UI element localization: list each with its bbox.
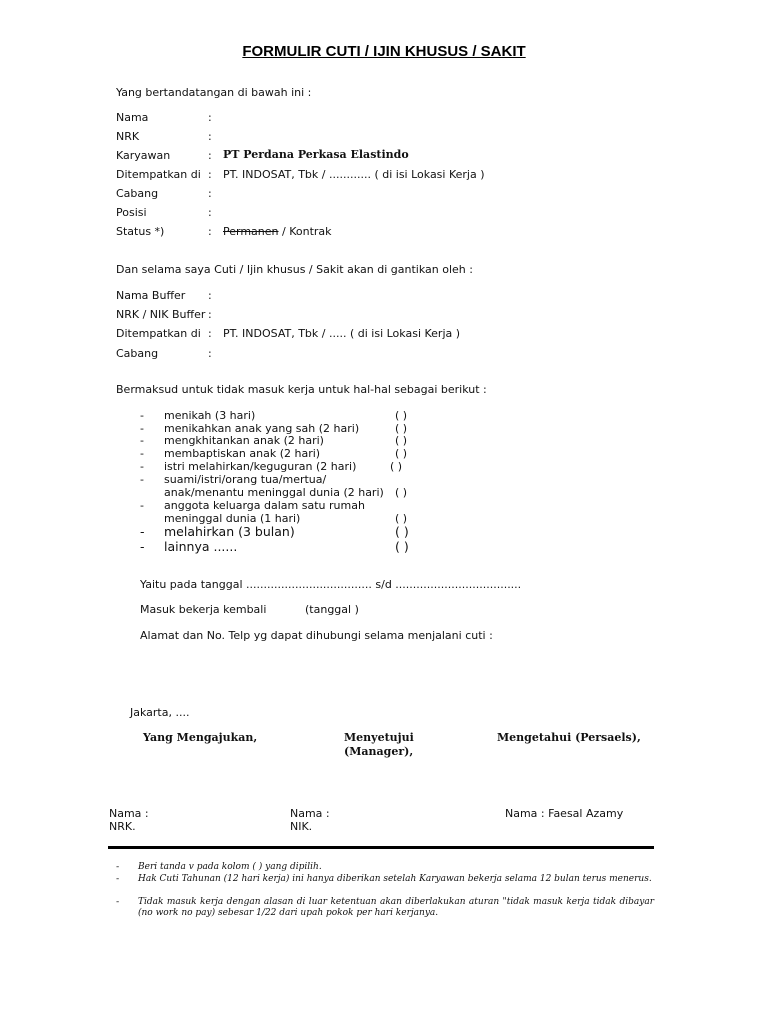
signer-approver-role: (Manager), <box>344 745 414 758</box>
intro-text: Yang bertandatangan di bawah ini : <box>116 86 312 99</box>
signer-applicant: Yang Mengajukan, <box>143 731 258 744</box>
reason-keluarga-meninggal-cont: anak/menantu meninggal dunia (2 hari) <box>164 486 384 499</box>
note-dash: - <box>116 897 120 907</box>
reason-checkbox[interactable]: ( ) <box>395 512 408 525</box>
replacement-intro: Dan selama saya Cuti / Ijin khusus / Sakit akan di gantikan oleh : <box>116 263 473 276</box>
reason-checkbox[interactable]: ( ) <box>395 524 409 539</box>
divider-rule <box>108 846 654 849</box>
signer-approver: Menyetujui <box>344 731 414 744</box>
field-colon: : <box>208 308 212 321</box>
reason-checkbox[interactable]: ( ) <box>395 409 408 422</box>
signer-acknowledger: Mengetahui (Persaels), <box>497 731 641 744</box>
reason-mengkhitankan-anak: mengkhitankan anak (2 hari) <box>164 434 324 447</box>
reason-menikah: menikah (3 hari) <box>164 409 256 422</box>
status-permanen-struck: Permanen <box>223 225 279 238</box>
reason-dash: - <box>140 499 144 512</box>
leave-date-range: Yaitu pada tanggal .................................... s/d .................................... <box>140 578 522 591</box>
field-label-nama: Nama <box>116 111 149 124</box>
approver-nik: NIK. <box>290 820 313 833</box>
reason-keluarga-meninggal: suami/istri/orang tua/mertua/ <box>164 473 327 486</box>
acknowledger-name: Nama : Faesal Azamy <box>505 807 624 820</box>
note-no-work-no-pay: Tidak masuk kerja dengan alasan di luar ketentuan akan diberlakukan aturan "tidak masuk kerja tidak dibayar (no work no pay) sebesar 1/22 dari upah pokok per hari kerjanya. <box>138 897 654 918</box>
field-label-posisi: Posisi <box>116 206 147 219</box>
note-dash: - <box>116 862 120 872</box>
field-label-nrk: NRK <box>116 130 140 143</box>
reason-dash: - <box>140 447 144 460</box>
field-colon: : <box>208 225 212 238</box>
applicant-nrk: NRK. <box>109 820 136 833</box>
field-label-status: Status *) <box>116 225 165 238</box>
field-label-ditempatkan-buffer: Ditempatkan di <box>116 327 201 340</box>
reason-melahirkan: melahirkan (3 bulan) <box>164 524 295 539</box>
status-kontrak: / Kontrak <box>278 225 332 238</box>
note-checkbox-instruction: Beri tanda v pada kolom ( ) yang dipilih. <box>138 862 322 872</box>
field-label-cabang: Cabang <box>116 187 159 200</box>
address-label: Alamat dan No. Telp yg dapat dihubungi selama menjalani cuti : <box>140 629 493 642</box>
reason-anggota-keluarga: anggota keluarga dalam satu rumah <box>164 499 365 512</box>
reason-dash: - <box>140 434 144 447</box>
reason-lainnya: lainnya ...... <box>164 539 238 554</box>
reason-checkbox[interactable]: ( ) <box>395 434 408 447</box>
applicant-name: Nama : <box>109 807 149 820</box>
place-date: Jakarta, .... <box>130 706 190 719</box>
reason-checkbox[interactable]: ( ) <box>390 460 403 473</box>
reason-dash: - <box>140 409 144 422</box>
reason-anggota-keluarga-cont: meninggal dunia (1 hari) <box>164 512 301 525</box>
field-label-karyawan: Karyawan <box>116 149 171 162</box>
return-label: Masuk bekerja kembali <box>140 603 267 616</box>
field-label-nrk-nik-buffer: NRK / NIK Buffer <box>116 308 206 321</box>
field-colon: : <box>208 111 212 124</box>
reason-checkbox[interactable]: ( ) <box>395 422 408 435</box>
field-colon: : <box>208 347 212 360</box>
approver-name: Nama : <box>290 807 330 820</box>
field-colon: : <box>208 168 212 181</box>
reason-dash: - <box>140 524 145 539</box>
field-colon: : <box>208 187 212 200</box>
field-colon: : <box>208 149 212 162</box>
field-label-nama-buffer: Nama Buffer <box>116 289 186 302</box>
field-colon: : <box>208 130 212 143</box>
field-value-ditempatkan-buffer: PT. INDOSAT, Tbk / ..... ( di isi Lokasi Kerja ) <box>223 327 461 340</box>
field-label-ditempatkan: Ditempatkan di <box>116 168 201 181</box>
reason-checkbox[interactable]: ( ) <box>395 486 408 499</box>
reason-dash: - <box>140 539 145 554</box>
field-colon: : <box>208 327 212 340</box>
reason-dash: - <box>140 460 144 473</box>
reason-menikahkan-anak: menikahkan anak yang sah (2 hari) <box>164 422 360 435</box>
field-value-status <box>223 225 332 238</box>
reason-istri-melahirkan: istri melahirkan/keguguran (2 hari) <box>164 460 357 473</box>
reason-dash: - <box>140 422 144 435</box>
purpose-intro: Bermaksud untuk tidak masuk kerja untuk hal-hal sebagai berikut : <box>116 383 487 396</box>
note-annual-leave: Hak Cuti Tahunan (12 hari kerja) ini hanya diberikan setelah Karyawan bekerja selama 12 bulan terus menerus. <box>138 874 652 884</box>
field-value-ditempatkan: PT. INDOSAT, Tbk / ............ ( di isi Lokasi Kerja ) <box>223 168 485 181</box>
reason-dash: - <box>140 473 144 486</box>
reason-checkbox[interactable]: ( ) <box>395 447 408 460</box>
field-colon: : <box>208 206 212 219</box>
form-title: FORMULIR CUTI / IJIN KHUSUS / SAKIT <box>242 43 526 60</box>
return-date: (tanggal ) <box>305 603 359 616</box>
reason-checkbox[interactable]: ( ) <box>395 539 409 554</box>
field-value-karyawan: PT Perdana Perkasa Elastindo <box>223 148 409 161</box>
field-colon: : <box>208 289 212 302</box>
note-dash: - <box>116 874 120 884</box>
reason-membaptiskan-anak: membaptiskan anak (2 hari) <box>164 447 321 460</box>
field-label-cabang-buffer: Cabang <box>116 347 159 360</box>
